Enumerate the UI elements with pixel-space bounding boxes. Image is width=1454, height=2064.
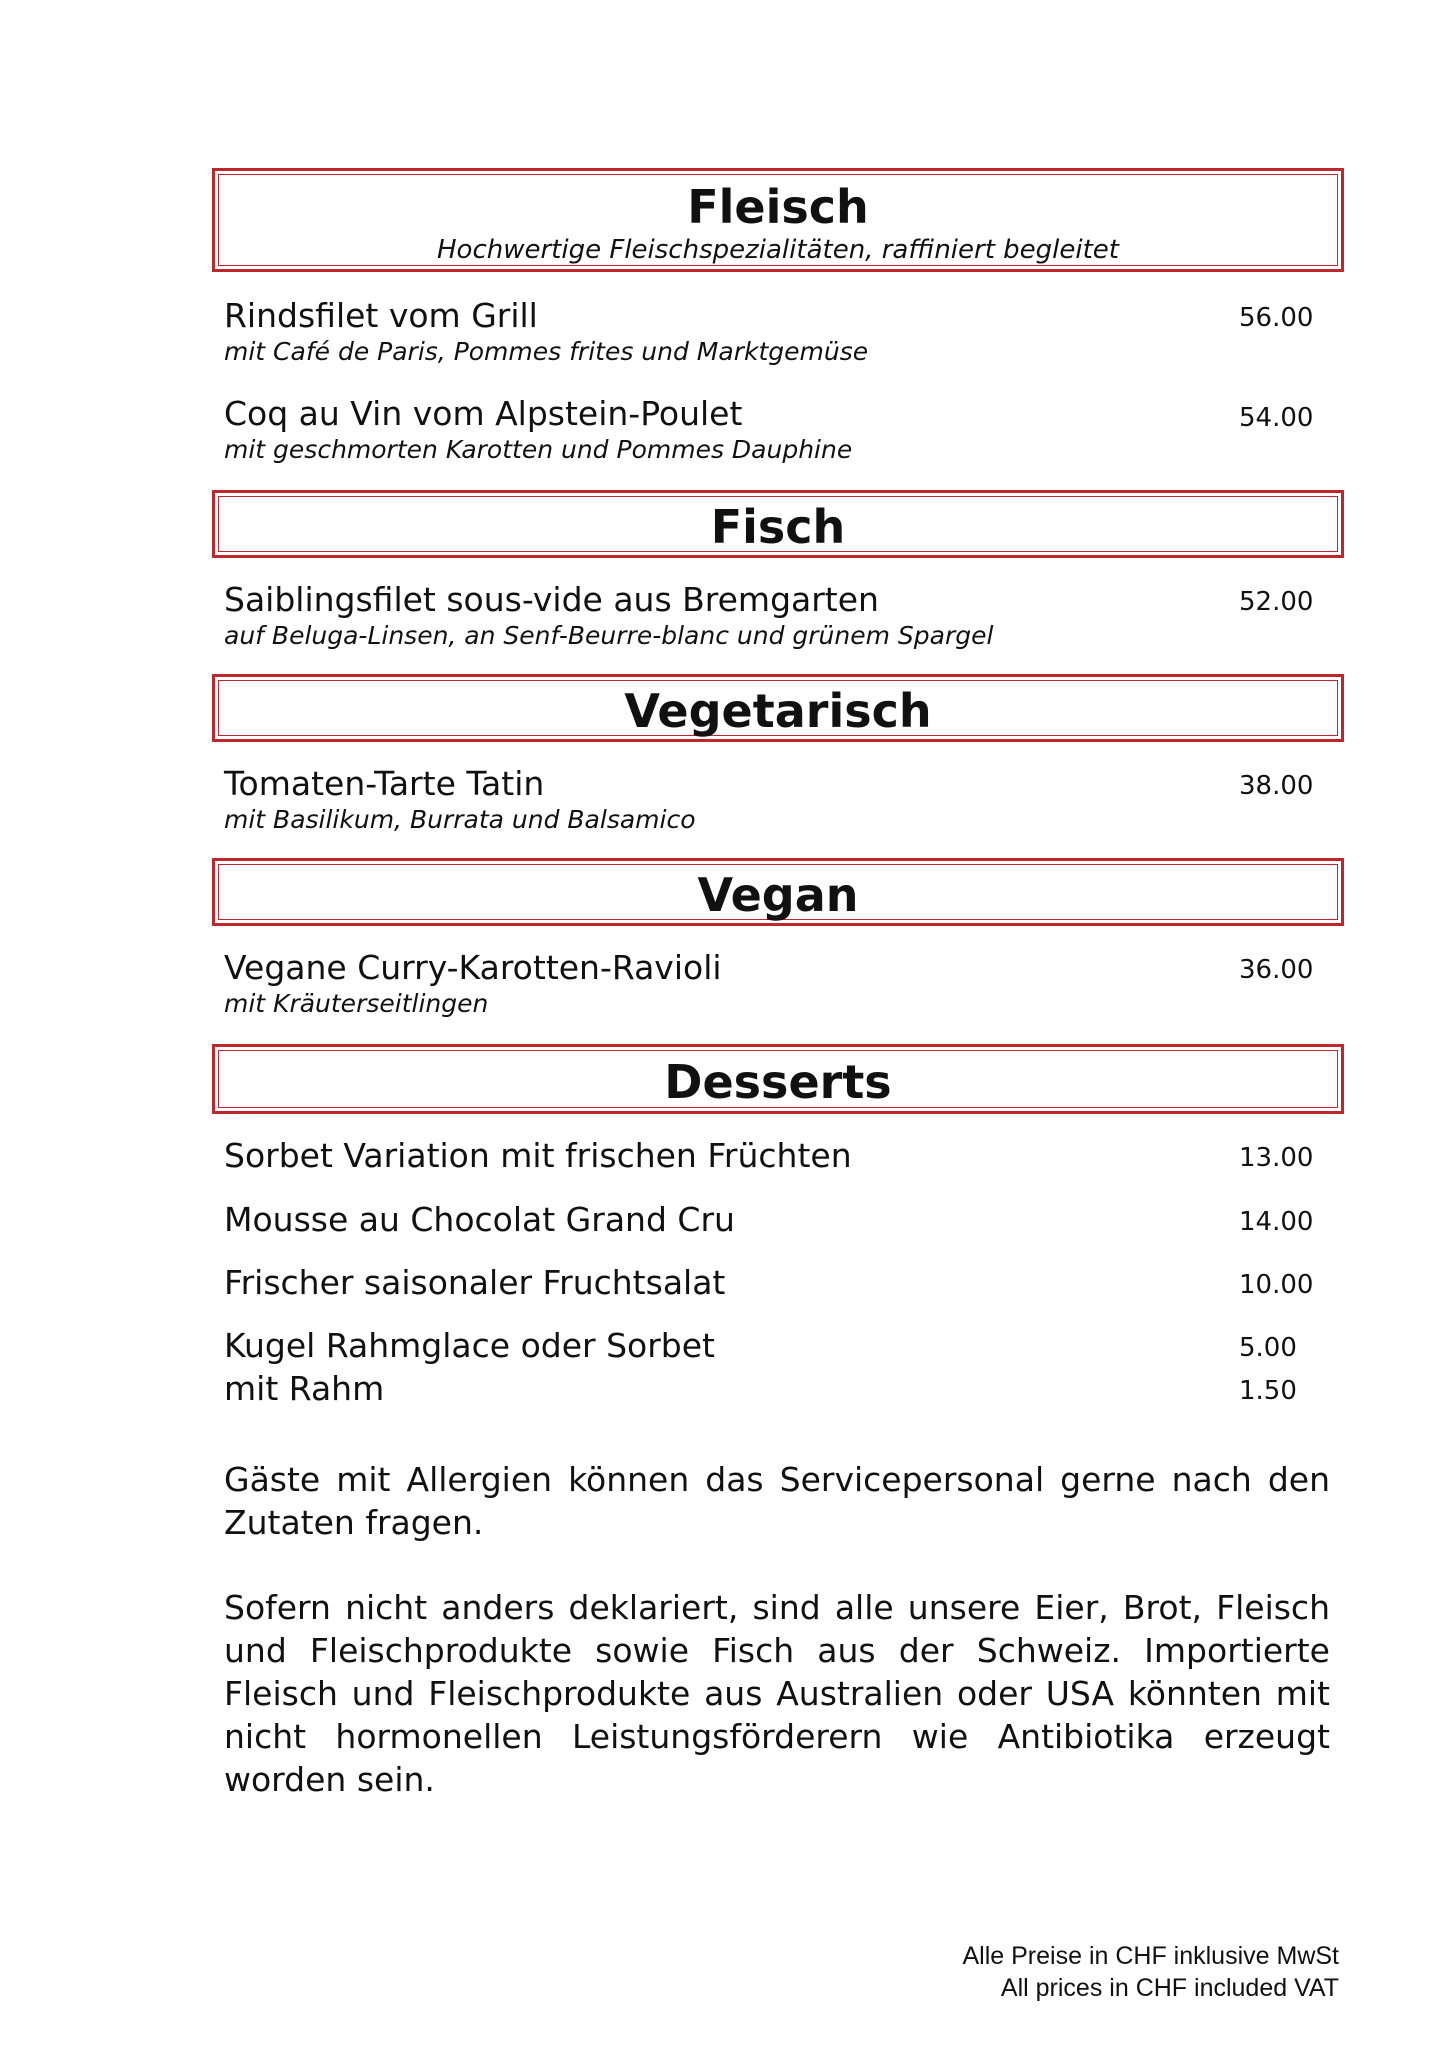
- menu-item-kugel: [224, 1326, 1320, 1366]
- price-footer: [963, 1940, 1340, 2004]
- section-title: Vegan: [697, 868, 859, 922]
- item-price: 13.00: [1239, 1143, 1314, 1173]
- section-title: Fisch: [710, 500, 846, 554]
- section-header-desserts: [212, 1044, 1344, 1114]
- item-name: Saiblingsfilet sous-vide aus Bremgarten: [224, 580, 879, 619]
- footer-line-de: Alle Preise in CHF inklusive MwSt: [962, 1942, 1339, 1970]
- origin-note: [224, 1586, 1330, 1801]
- item-description: mit Basilikum, Burrata und Balsamico: [224, 805, 696, 834]
- item-name: Vegane Curry-Karotten-Ravioli: [224, 948, 722, 987]
- item-price: 5.00: [1239, 1333, 1297, 1363]
- section-header-fleisch: [212, 168, 1344, 272]
- item-description: auf Beluga-Linsen, an Senf-Beurre-blanc und grünem Spargel: [224, 621, 994, 650]
- section-header-vegan: [212, 858, 1344, 926]
- item-price: 54.00: [1239, 403, 1314, 433]
- allergy-note: [224, 1458, 1330, 1544]
- item-name: Coq au Vin vom Alpstein-Poulet: [224, 394, 743, 433]
- item-price: 1.50: [1239, 1376, 1297, 1406]
- section-title: Desserts: [664, 1055, 892, 1109]
- item-price: 36.00: [1239, 955, 1314, 985]
- section-header-fisch: [212, 490, 1344, 558]
- item-name: mit Rahm: [224, 1369, 385, 1408]
- section-header-vegetarisch: [212, 674, 1344, 742]
- item-name: Frischer saisonaler Fruchtsalat: [224, 1263, 726, 1302]
- item-name: Tomaten-Tarte Tatin: [224, 764, 545, 803]
- item-name: Mousse au Chocolat Grand Cru: [224, 1200, 735, 1239]
- menu-item-rindsfilet: [224, 296, 1320, 368]
- section-subtitle: Hochwertige Fleischspezialitäten, raffiniert begleitet: [437, 235, 1119, 265]
- item-name: Kugel Rahmglace oder Sorbet: [224, 1326, 715, 1365]
- item-description: mit geschmorten Karotten und Pommes Dauphine: [224, 435, 853, 464]
- item-price: 38.00: [1239, 771, 1314, 801]
- item-description: mit Kräuterseitlingen: [224, 989, 489, 1018]
- item-price: 56.00: [1239, 303, 1314, 333]
- section-title: Vegetarisch: [624, 684, 932, 738]
- item-name: Sorbet Variation mit frischen Früchten: [224, 1136, 852, 1175]
- item-price: 14.00: [1239, 1207, 1314, 1237]
- allergy-note-text: Gäste mit Allergien können das Servicepersonal gerne nach den Zutaten fragen.: [224, 1460, 1330, 1542]
- footer-line-en: All prices in CHF included VAT: [1000, 1974, 1339, 2002]
- section-title: Fleisch: [687, 180, 869, 234]
- menu-item-rahm: [224, 1369, 1320, 1409]
- origin-note-text: Sofern nicht anders deklariert, sind alle unsere Eier, Brot, Fleisch und Fleischprodukte sowie Fisch aus der Schweiz. Importierte Fleisch und Fleischprodukte aus Australien oder USA könnten mit nicht hormonellen Leistungsförderern wie Antibiotika erzeugt worden sein.: [224, 1588, 1330, 1799]
- item-price: 10.00: [1239, 1270, 1314, 1300]
- menu-item-saiblingsfilet: [224, 580, 1320, 652]
- menu-item-coq-au-vin: [224, 394, 1320, 466]
- menu-item-fruchtsalat: [224, 1263, 1320, 1303]
- menu-item-tomaten-tarte: [224, 764, 1320, 836]
- item-price: 52.00: [1239, 587, 1314, 617]
- menu-item-sorbet: [224, 1136, 1320, 1176]
- menu-item-mousse: [224, 1200, 1320, 1240]
- item-name: Rindsfilet vom Grill: [224, 296, 538, 335]
- item-description: mit Café de Paris, Pommes frites und Marktgemüse: [224, 337, 869, 366]
- menu-item-ravioli: [224, 948, 1320, 1020]
